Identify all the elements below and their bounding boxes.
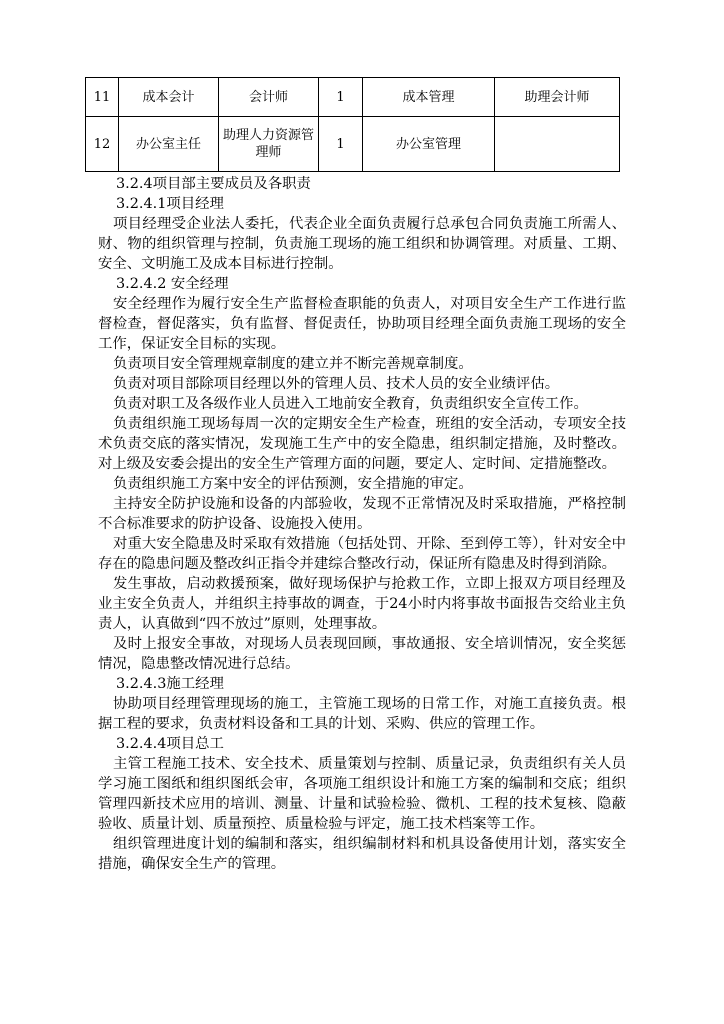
paragraph: 主持安全防护设施和设备的内部验收，发现不正常情况及时采取措施，严格控制不合标准要求的防护设备、设施投入使用。 (98, 496, 626, 532)
paragraph: 组织管理进度计划的编制和落实，组织编制材料和机具设备使用计划，落实安全措施，确保安全生产的管理。 (98, 836, 626, 872)
position-cell: 成本会计 (119, 78, 219, 117)
paragraph: 负责项目安全管理规章制度的建立并不断完善规章制度。 (113, 356, 473, 372)
title-cell: 助理人力资源管理师 (219, 117, 319, 172)
position-cell: 办公室主任 (119, 117, 219, 172)
count-cell: 1 (319, 78, 363, 117)
paragraph: 负责对项目部除项目经理以外的管理人员、技术人员的安全业绩评估。 (113, 376, 560, 392)
subsection-heading: 3.2.4.3施工经理 (116, 676, 224, 692)
duty-cell: 成本管理 (363, 78, 495, 117)
subsection-heading: 3.2.4.4项目总工 (116, 736, 224, 752)
section-heading: 3.2.4项目部主要成员及各职责 (116, 176, 311, 192)
count-cell: 1 (319, 117, 363, 172)
paragraph: 发生事故，启动救援预案，做好现场保护与抢救工作，立即上报双方项目经理及业主安全负责人，并组织主持事故的调查，于24小时内将事故书面报告交给业主负责人，认真做到“四不放过”原则，处理事故。 (98, 576, 626, 632)
table-row (86, 78, 620, 117)
paragraph: 及时上报安全事故，对现场人员表现回顾，事故通报、安全培训情况，安全奖惩情况，隐患整改情况进行总结。 (98, 636, 626, 672)
paragraph: 负责组织施工现场每周一次的定期安全生产检查，班组的安全活动，专项安全技术负责交底的落实情况，发现施工生产中的安全隐患，组织制定措施，及时整改。对上级及安委会提出的安全生产管理方面的问题，要定人、定时间、定措施整改。 (98, 416, 626, 472)
row-number: 11 (86, 78, 119, 117)
subsection-heading: 3.2.4.1项目经理 (116, 196, 224, 212)
row-number: 12 (86, 117, 119, 172)
paragraph: 协助项目经理管理现场的施工，主管施工现场的日常工作，对施工直接负责。根据工程的要求，负责材料设备和工具的计划、采购、供应的管理工作。 (98, 696, 626, 732)
paragraph: 对重大安全隐患及时采取有效措施（包括处罚、开除、至到停工等），针对安全中存在的隐患问题及整改纠正指令并建综合整改行动，保证所有隐患及时得到消除。 (98, 536, 626, 572)
paragraph: 负责对职工及各级作业人员进入工地前安全教育，负责组织安全宣传工作。 (113, 396, 588, 412)
subsection-heading: 3.2.4.2 安全经理 (116, 276, 229, 292)
paragraph: 安全经理作为履行安全生产监督检查职能的负责人，对项目安全生产工作进行监督检查，督促落实，负有监督、督促责任，协助项目经理全面负责施工现场的安全工作，保证安全目标的实现。 (98, 296, 626, 352)
paragraph: 负责组织施工方案中安全的评估预测，安全措施的审定。 (113, 476, 473, 492)
paragraph: 项目经理受企业法人委托，代表企业全面负责履行总承包合同负责施工所需人、财、物的组织管理与控制，负责施工现场的施工组织和协调管理。对质量、工期、安全、文明施工及成本目标进行控制。 (98, 216, 626, 272)
body-text (98, 174, 626, 874)
title-cell: 会计师 (219, 78, 319, 117)
staff-table (85, 77, 620, 172)
duty-cell: 办公室管理 (363, 117, 495, 172)
qualification-cell (495, 117, 620, 172)
paragraph: 主管工程施工技术、安全技术、质量策划与控制、质量记录，负责组织有关人员学习施工图纸和组织图纸会审，各项施工组织设计和施工方案的编制和交底；组织管理四新技术应用的培训、测量、计量和试验检验、微机、工程的技术复核、隐蔽验收、质量计划、质量预控、质量检验与评定，施工技术档案等工作。 (98, 756, 626, 832)
qualification-cell: 助理会计师 (495, 78, 620, 117)
table-row (86, 117, 620, 172)
